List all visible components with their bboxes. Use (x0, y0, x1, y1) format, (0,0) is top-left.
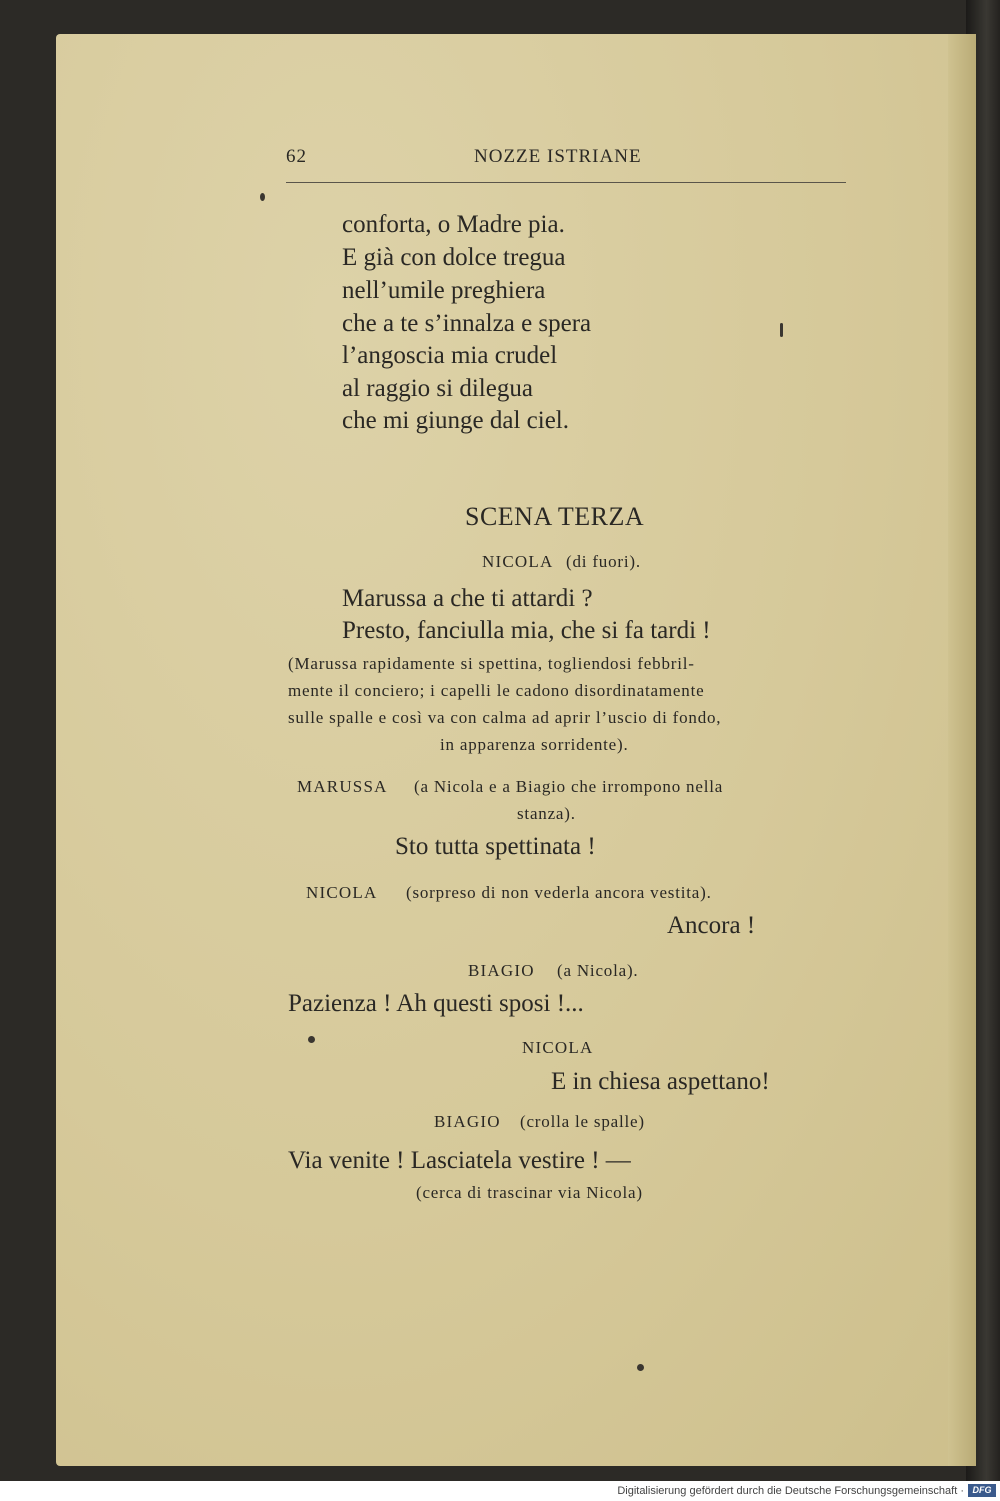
stage-direction-line: sulle spalle e così va con calma ad aprir l’uscio di fondo, (288, 708, 722, 727)
dialogue-line: Pazienza ! Ah questi sposi !... (288, 990, 584, 1017)
verse-line: che a te s’innalza e spera (342, 310, 592, 337)
paper-speck (260, 193, 265, 201)
page-number: 62 (286, 146, 307, 167)
stage-direction: stanza). (517, 804, 576, 823)
digitization-footer (0, 1481, 1000, 1501)
stage-direction: (sorpreso di non vederla ancora vestita). (406, 883, 712, 902)
verse-line: al raggio si dilegua (342, 375, 533, 402)
footer-credit: Digitalisierung gefördert durch die Deutsche Forschungsgemeinschaft · (617, 1485, 964, 1497)
dialogue-line: Sto tutta spettinata ! (395, 833, 596, 860)
dialogue-line: E in chiesa aspettano! (551, 1068, 770, 1095)
dialogue-line: Ancora ! (667, 912, 756, 939)
dialogue-line: Presto, fanciulla mia, che si fa tardi ! (342, 617, 711, 644)
dialogue-line: Via venite ! Lasciatela vestire ! — (288, 1147, 631, 1174)
dfg-logo: DFG (968, 1484, 996, 1497)
verse-line: che mi giunge dal ciel. (342, 407, 570, 434)
verse-line: conforta, o Madre pia. (342, 211, 565, 238)
speaker-name: NICOLA (306, 883, 378, 902)
header-rule (286, 182, 846, 183)
stage-direction: (a Nicola). (557, 961, 639, 980)
speaker-name: BIAGIO (468, 961, 535, 980)
stage-direction-line: in apparenza sorridente). (440, 735, 629, 754)
verse-line: nell’umile preghiera (342, 277, 546, 304)
stage-direction: (a Nicola e a Biagio che irrompono nella (414, 777, 724, 796)
page-edge (948, 34, 976, 1466)
speaker-name: BIAGIO (434, 1112, 501, 1131)
stage-direction: (crolla le spalle) (520, 1112, 645, 1131)
stage-direction-line: (Marussa rapidamente si spettina, togliendosi febbril- (288, 654, 695, 673)
verse-line: E già con dolce tregua (342, 244, 566, 271)
speaker-name: NICOLA (482, 552, 554, 571)
speaker-name: NICOLA (522, 1038, 594, 1057)
scene-title: SCENA TERZA (465, 502, 645, 531)
stage-direction: (cerca di trascinar via Nicola) (416, 1183, 643, 1202)
verse-line: l’angoscia mia crudel (342, 342, 558, 369)
dialogue-line: Marussa a che ti attardi ? (342, 585, 593, 612)
paper-speck (637, 1364, 644, 1371)
stage-direction-line: mente il conciero; i capelli le cadono disordinatamente (288, 681, 705, 700)
running-title: NOZZE ISTRIANE (474, 146, 642, 167)
speaker-name: MARUSSA (297, 777, 388, 796)
stage-direction: (di fuori). (566, 552, 641, 571)
paper-speck (780, 323, 783, 337)
paper-speck (308, 1036, 315, 1043)
